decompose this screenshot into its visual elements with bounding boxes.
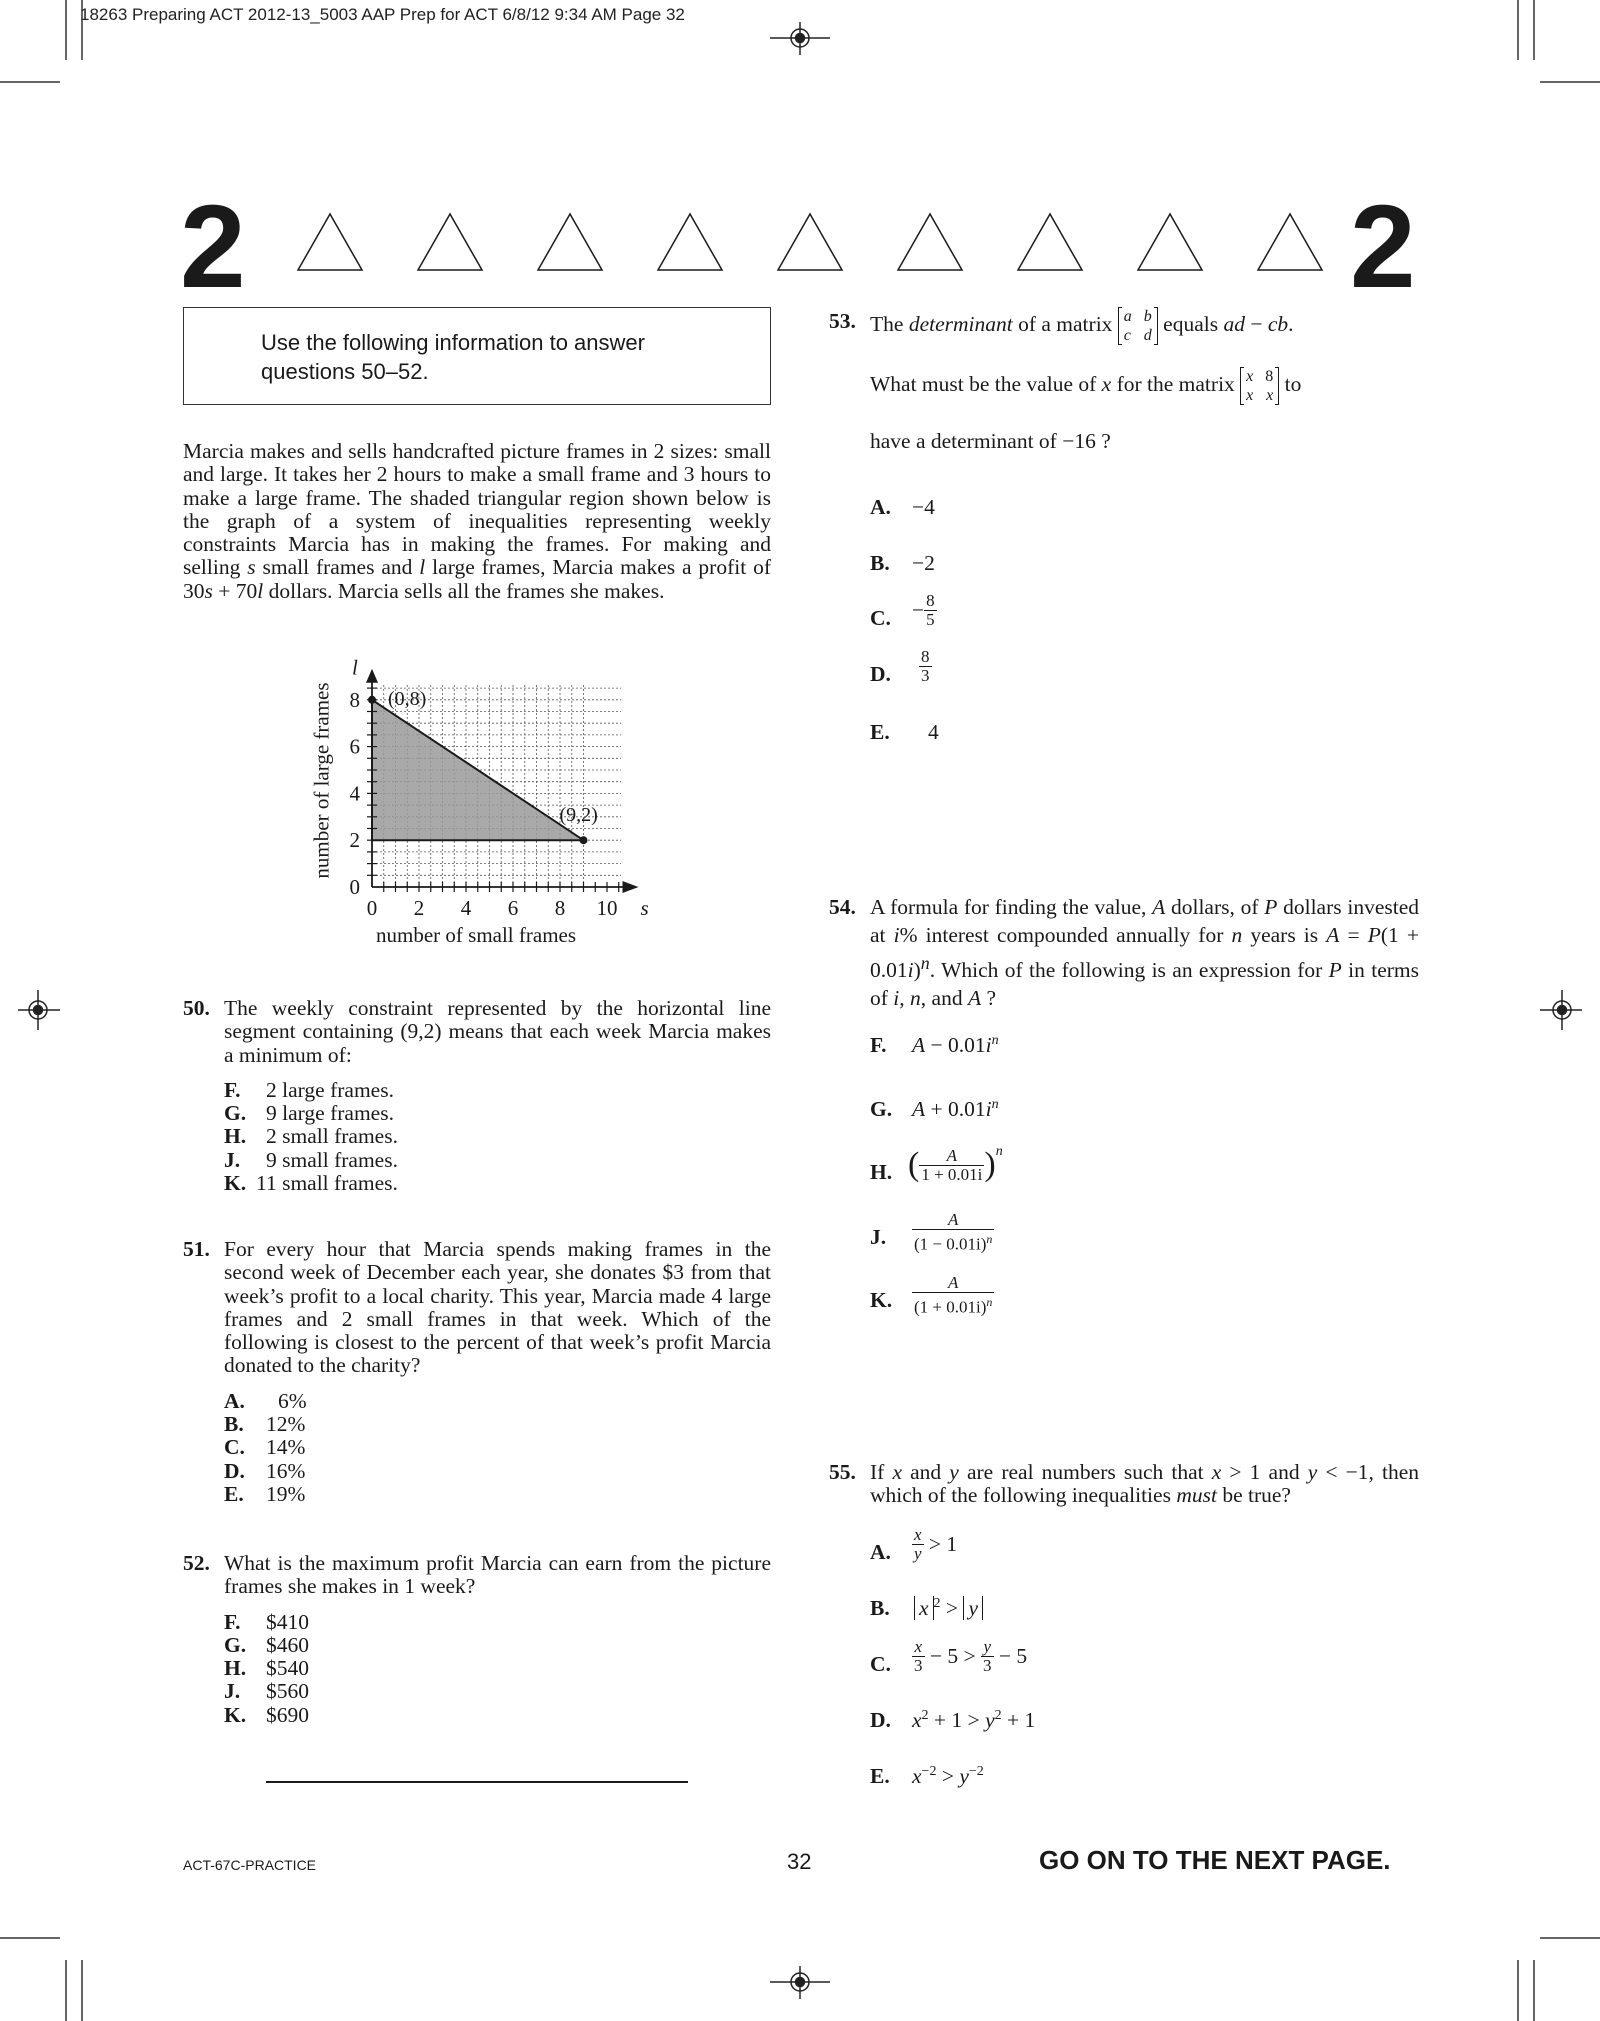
question-number: 55. xyxy=(829,1460,856,1484)
info-box xyxy=(183,307,771,405)
answer-option-b[interactable]: B. 12% xyxy=(224,1412,306,1437)
section-number-left: 2 xyxy=(180,181,246,313)
answer-option-f[interactable]: F. 2 large frames. xyxy=(224,1077,394,1102)
question-text: The weekly constraint represented by the horizontal line segment containing (9,2) means that each week Marcia makes a minimum of: xyxy=(224,996,771,1067)
answer-option-k[interactable]: K. 11 small frames. xyxy=(224,1171,398,1196)
answer-option-e[interactable]: E. 19% xyxy=(224,1481,306,1506)
registration-mark-left xyxy=(18,990,60,1030)
x-tick-label: 8 xyxy=(554,896,566,920)
answer-option-g[interactable]: G. $460 xyxy=(224,1632,309,1657)
x-tick-label: 2 xyxy=(413,896,425,920)
header-triangle-icon xyxy=(298,214,362,270)
x-axis-variable: s xyxy=(640,896,649,920)
y-tick-label: 4 xyxy=(349,781,360,806)
answer-option-j[interactable]: J. 9 small frames. xyxy=(224,1147,398,1172)
vertex-point xyxy=(580,836,588,844)
registration-mark-right xyxy=(1540,990,1582,1030)
question-text: A formula for finding the value, A dollars, of P dollars invested at i% interest compounded annually for n years is $A = P(1 + 0.01i)^n$. Which of the following is an expression for P in terms of i, n, and A ? xyxy=(870,895,1420,1011)
y-tick-label: 0 xyxy=(349,875,360,899)
constraint-graph xyxy=(300,655,660,955)
question-number: 52. xyxy=(183,1551,210,1575)
info-box-text: Use the following information to answer questions 50–52. xyxy=(261,330,645,384)
question-text-line-2: What must be the value of x for the matrix x 8 x x to xyxy=(870,368,1302,404)
print-slug: 18263 Preparing ACT 2012-13_5003 AAP Prep for ACT 6/8/12 9:34 AM Page 32 xyxy=(80,5,685,24)
answer-option-g[interactable]: G. 9 large frames. xyxy=(224,1101,394,1126)
header-triangle-icon xyxy=(418,214,482,270)
y-axis-arrow-icon xyxy=(366,669,378,683)
header-triangle-icon xyxy=(538,214,602,270)
question-text: For every hour that Marcia spends making frames in the second week of December each year, she donates $3 from that week’s profit to a local charity. This year, Marcia made 4 large frames and 2 small frames in that week. Which of the following is closest to the percent of that week’s profit Marcia donated to the charity? xyxy=(224,1237,771,1378)
section-end-rule xyxy=(266,1781,688,1783)
header-triangle-icon xyxy=(898,214,962,270)
footer-form-code: ACT-67C-PRACTICE xyxy=(183,1857,317,1873)
question-text: What is the maximum profit Marcia can earn from the picture frames she makes in 1 week? xyxy=(224,1551,771,1599)
y-axis-variable: l xyxy=(352,655,358,680)
x-tick-label: 4 xyxy=(460,896,472,920)
answer-option-c[interactable]: C. 14% xyxy=(224,1435,306,1460)
question-number: 54. xyxy=(829,895,856,919)
question-55 xyxy=(829,1461,1419,1508)
passage: Marcia makes and sells handcrafted picture frames in 2 sizes: small and large. It takes her 2 hours to make a small frame and 3 hours to make a large frame. The shaded triangular region shown below is the graph of a system of inequalities representing weekly constraints Marcia has in making the frames. For making and selling s small frames and l large frames, Marcia makes a profit of 30s + 70l dollars. Marcia sells all the frames she makes. xyxy=(183,439,771,603)
registration-mark-bottom xyxy=(770,1966,830,1999)
vertex-point xyxy=(368,696,376,704)
question-number: 51. xyxy=(183,1237,210,1261)
question-text-line-1: The determinant of a matrix a b c d equals ad − cb. xyxy=(870,308,1294,344)
header-triangles xyxy=(270,210,1350,275)
go-on-notice: GO ON TO THE NEXT PAGE. xyxy=(1039,1845,1391,1875)
answer-option-a[interactable]: A. 6% xyxy=(224,1388,307,1413)
matrix-abcd: a b c d xyxy=(1118,307,1158,345)
header-triangle-icon xyxy=(1258,214,1322,270)
answer-option-h[interactable]: H. $540 xyxy=(224,1656,309,1681)
answer-option-d[interactable]: D. 16% xyxy=(224,1458,306,1483)
question-number: 53. xyxy=(829,309,856,333)
x-axis-arrow-icon xyxy=(623,881,639,893)
question-54 xyxy=(829,893,1419,1012)
shaded-region xyxy=(372,700,584,840)
answer-option-h[interactable]: H. 2 small frames. xyxy=(224,1124,398,1149)
question-52 xyxy=(183,1552,771,1727)
question-text-line-3: have a determinant of −16 ? xyxy=(870,429,1111,453)
answer-option-k[interactable]: K. $690 xyxy=(224,1702,309,1727)
header-triangle-icon xyxy=(1018,214,1082,270)
header-triangle-icon xyxy=(658,214,722,270)
page-number: 32 xyxy=(787,1849,812,1874)
header-triangle-icon xyxy=(1138,214,1202,270)
x-tick-label: 6 xyxy=(507,896,519,920)
y-tick-label: 6 xyxy=(349,734,360,759)
question-text: If x and y are real numbers such that x > 1 and y < −1, then which of the following inequalities must be true? xyxy=(870,1460,1419,1508)
vertex-label: (0,8) xyxy=(388,687,427,710)
header-triangle-icon xyxy=(778,214,842,270)
y-tick-label: 8 xyxy=(349,687,360,712)
graph-xlabel: number of small frames xyxy=(376,923,577,947)
graph-ylabel: number of large frames xyxy=(309,682,334,879)
x-tick-label: 0 xyxy=(366,896,378,920)
question-50 xyxy=(183,997,771,1195)
vertex-label: (9,2) xyxy=(559,804,598,827)
registration-mark-top xyxy=(770,22,830,55)
question-number: 50. xyxy=(183,996,210,1020)
matrix-x8xx: x 8 x x xyxy=(1240,367,1279,405)
answer-option-f[interactable]: F. $410 xyxy=(224,1609,309,1634)
x-tick-label: 10 xyxy=(596,896,618,920)
question-51 xyxy=(183,1238,771,1506)
y-tick-label: 2 xyxy=(349,828,360,853)
answer-option-j[interactable]: J. $560 xyxy=(224,1679,309,1704)
section-number-right: 2 xyxy=(1350,181,1416,313)
